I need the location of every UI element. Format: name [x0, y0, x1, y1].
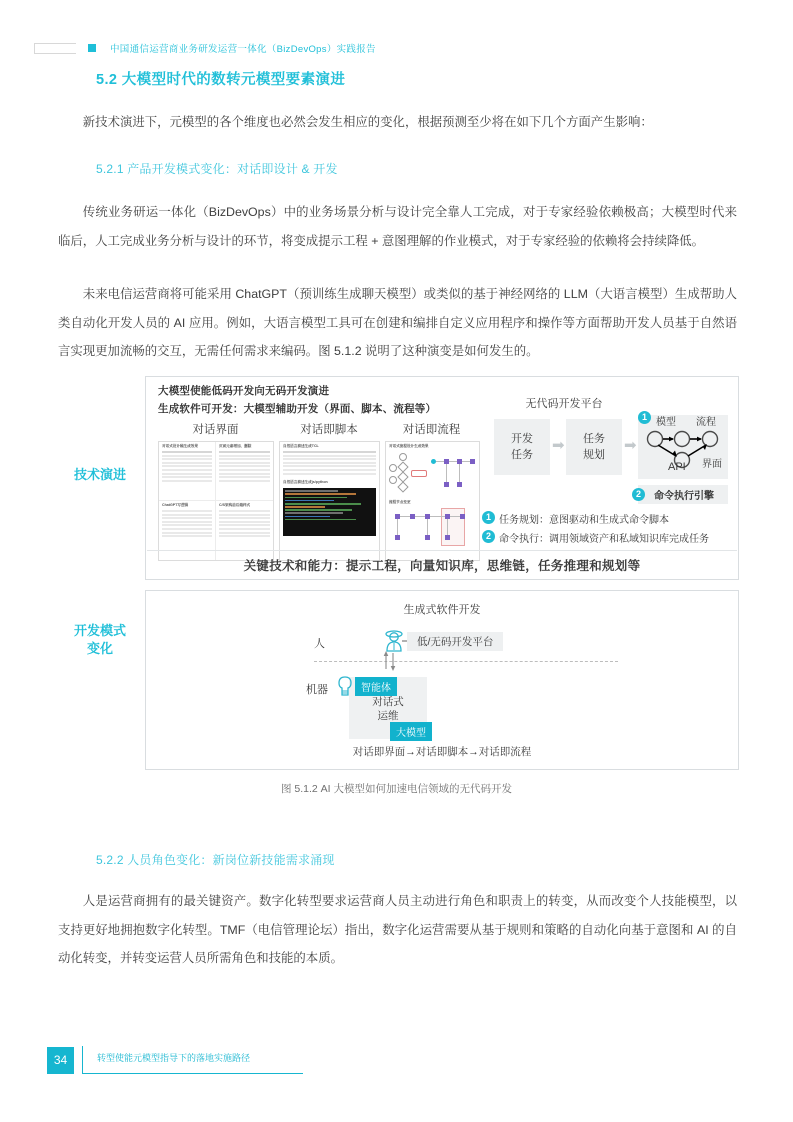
- top-panel-heading-2: 生成软件可开发：大模型辅助开发（界面、脚本、流程等）: [158, 403, 437, 415]
- label-machine: 机器: [306, 684, 328, 696]
- page-number: 34: [47, 1047, 74, 1074]
- paragraph-522-body: 人是运营商拥有的最关键资产。数字化转型要求运营商人员主动进行角色和职责上的转变，从而改变个人技能模型，以支持更好地拥抱数字化转型。TMF（电信管理论坛）指出，数字化运营需要从基于规则和策略的自动化向基于意图和 AI 的自动化转变，并转变运营人员所需角色和技能的本质。: [58, 894, 737, 966]
- header-title: 中国通信运营商业务研发运营一体化（BizDevOps）实践报告: [110, 44, 376, 55]
- top-panel-footer-text: 关键技术和能力：提示工程，向量知识库，思维链，任务推理和规划等: [147, 550, 737, 579]
- label-lowcode-platform: 低/无码开发平台: [407, 632, 503, 651]
- graph-label-model: 模型: [656, 417, 676, 428]
- graph-label-ui: 界面: [702, 459, 722, 470]
- bottom-panel-caption: 对话即界面→对话即脚本→对话即流程: [352, 746, 532, 758]
- thumbnail-rows: [216, 450, 273, 485]
- paragraph-521-body: 传统业务研运一体化（BizDevOps）中的业务场景分析与设计完全靠人工完成，对于专家经验依赖极高；大模型时代来临后，人工完成业务分析与设计的环节，将变成提示工程 + 意图理解的作业模式，对于专家经验的依赖将会持续降低。: [58, 205, 737, 248]
- figure-side-label-mode-line2: 变化: [86, 641, 113, 656]
- thumbnail-flow-diagram-2: [389, 508, 476, 548]
- legend-text-2: 命令执行：调用领域资产和私域知识库完成任务: [499, 534, 709, 545]
- flow-box-dev-task: [494, 419, 550, 475]
- label-human: 人: [314, 638, 325, 650]
- flow-box-task-plan: [566, 419, 622, 475]
- thumbnail-cell-title: 流程节点变更: [389, 500, 411, 504]
- thumbnail-cell-title: 自然语言描述生成TCL: [283, 444, 319, 448]
- thumbnail-code-block: [283, 488, 376, 536]
- flow-box-task-plan-line2: 规划: [583, 449, 605, 461]
- thumbnail-cell: [216, 442, 273, 501]
- paragraph-521-body-2: 未来电信运营商将可能采用 ChatGPT（预训练生成聊天模型）或类似的基于神经网络的 LLM（大语言模型）生成帮助人类自动化开发人员的 AI 应用。例如，大语言模型工具可在创建和编排自定义应用程序和操作等方面帮助开发人员基于自然语言实现更加流畅的交互，无需任何需求来编码。图 5.1.2 说明了这种演变是如何发生的。: [58, 287, 737, 359]
- page-footer: [47, 1046, 303, 1074]
- thumbnail-cell-title: 对话式流程设计生成效果: [389, 444, 429, 448]
- thumbnail-cell-title: 自然语言描述生成js/python: [283, 480, 328, 485]
- arrow-right-icon: ➡: [624, 437, 637, 454]
- nocode-platform-title: 无代码开发平台: [525, 398, 603, 410]
- thumbnail-rows: [216, 509, 273, 541]
- label-conversational-ops-line1: 对话式: [372, 696, 404, 708]
- thumbnail-flow-diagram: [389, 452, 476, 496]
- thumbnail-rows: [159, 509, 215, 541]
- label-conversational-ops-line2: 运维: [377, 710, 399, 722]
- thumbnail-rows: [280, 450, 379, 478]
- figure-caption: 图 5.1.2 AI 大模型如何加速电信领域的无代码开发: [280, 783, 513, 795]
- bottom-panel-title: 生成式软件开发: [403, 604, 481, 616]
- thumbnail-cell-title: ChatGPT写逻辑: [162, 503, 189, 507]
- section-heading-521: 5.2.1 产品开发模式变化：对话即设计 & 开发: [96, 162, 338, 176]
- figure-side-label-mode: [58, 622, 142, 658]
- paragraph-intro: 新技术演进下，元模型的各个维度也必然会发生相应的变化，根据预测至少将在如下几个方面产生影响：: [82, 115, 653, 130]
- human-machine-divider: [314, 661, 618, 662]
- ai-brain-icon: [336, 675, 354, 697]
- header-bullet-icon: [88, 44, 96, 52]
- thumbnail-cell-title: C/S架构前后端样式: [219, 503, 251, 507]
- footer-section-text: 转型使能元模型指导下的落地实施路径: [97, 1053, 251, 1063]
- shot-column-title-1: 对话界面: [192, 424, 239, 436]
- screenshot-thumbnail-dialog-flow: [385, 441, 480, 561]
- arrow-right-icon: ➡: [552, 437, 565, 454]
- badge-number-2: 2: [632, 488, 645, 501]
- figure-bottom-panel: [145, 590, 739, 770]
- thumbnail-cell: [159, 442, 216, 501]
- figure-top-panel: [145, 376, 739, 580]
- thumbnail-cell-title: 对话式设计稿生成效果: [162, 444, 198, 448]
- thumbnail-quad-grid: [159, 442, 273, 560]
- shot-column-title-3: 对话即流程: [402, 424, 461, 436]
- shot-column-title-2: 对话即脚本: [300, 424, 358, 436]
- flow-box-task-plan-line1: 任务: [583, 433, 605, 445]
- legend-text-1: 任务规划：意图驱动和生成式命令脚本: [499, 515, 669, 526]
- command-engine-box: 命令执行引擎: [638, 485, 728, 504]
- thumbnail-cell-title: 页面元素增加、删除: [219, 444, 252, 448]
- thumbnail-rows: [159, 450, 215, 485]
- footer-rule-decoration: [82, 1046, 303, 1074]
- section-heading-522: 5.2.2 人员角色变化：新岗位新技能需求涌现: [96, 853, 335, 867]
- label-conversational-ops: [349, 695, 427, 723]
- graph-label-api: API: [668, 461, 686, 473]
- running-header: [34, 40, 753, 56]
- flow-box-dev-task-line2: 任务: [511, 449, 533, 461]
- flow-box-dev-task-line1: 开发: [511, 433, 533, 445]
- legend-badge-2: 2: [482, 530, 495, 543]
- graph-label-process: 流程: [696, 417, 716, 428]
- screenshot-thumbnail-dialog-script: [279, 441, 380, 561]
- bidirectional-arrows-icon: [382, 651, 398, 671]
- figure-512: [58, 376, 739, 770]
- header-rule-decoration: [34, 43, 76, 54]
- figure-side-label-tech: 技术演进: [73, 467, 126, 482]
- top-panel-heading-1: 大模型使能低码开发向无码开发演进: [158, 385, 330, 397]
- legend-badge-1: 1: [482, 511, 495, 524]
- tag-agent: 智能体: [355, 677, 397, 696]
- badge-number-1: 1: [638, 411, 651, 424]
- page-title: 5.2 大模型时代的数转元模型要素演进: [96, 72, 346, 88]
- tag-large-model: 大模型: [390, 722, 432, 741]
- person-icon: [384, 629, 404, 653]
- figure-side-label-mode-line1: 开发模式: [73, 623, 126, 638]
- screenshot-thumbnail-dialog-ui: [158, 441, 274, 561]
